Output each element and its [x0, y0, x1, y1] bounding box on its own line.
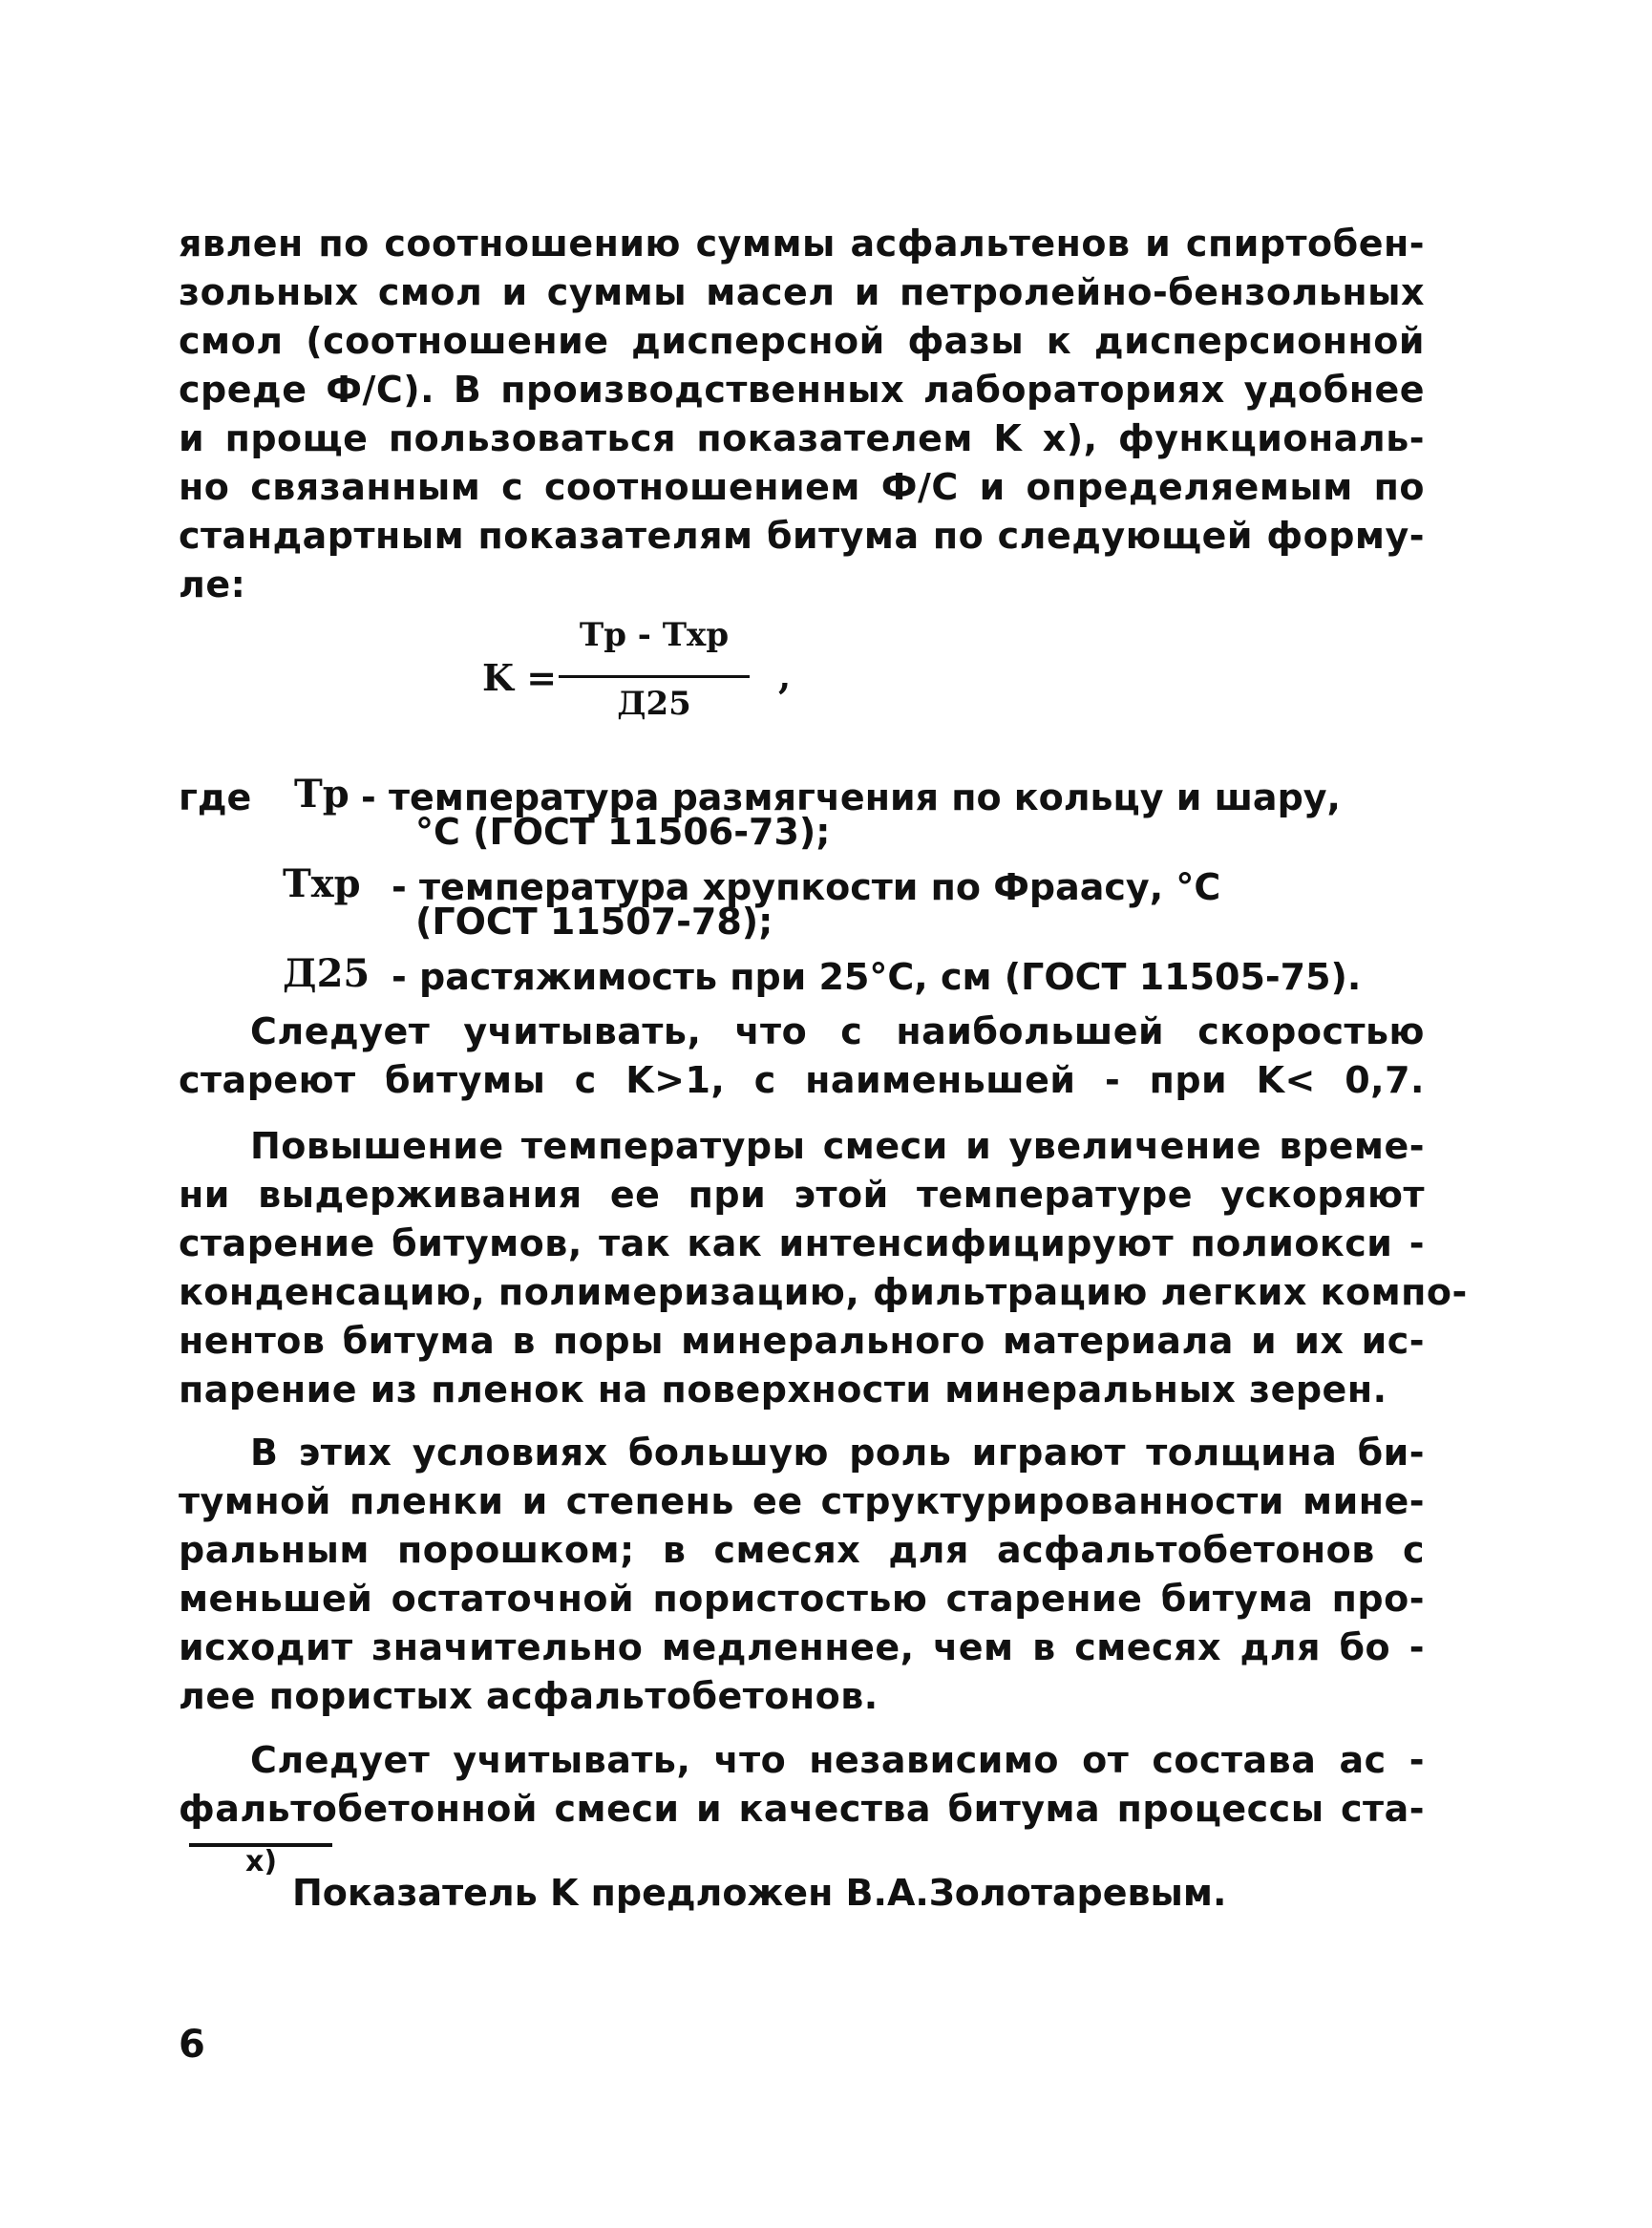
- text-line: явлен по соотношению суммы асфальтенов и спиртобен-: [179, 223, 1425, 265]
- text-line: лее пористых асфальтобетонов.: [179, 1675, 879, 1717]
- legend-intro: где: [179, 776, 252, 818]
- legend-symbol: Tхр: [283, 861, 361, 906]
- text-line: конденсацию, полимеризацию, фильтрацию легких компо-: [179, 1271, 1468, 1313]
- footnote-text: Показатель K предложен В.А.Золотаревым.: [292, 1872, 1227, 1914]
- text-line: тумной пленки и степень ее структурированности мине-: [179, 1480, 1425, 1522]
- text-line: среде Ф/С). В производственных лабораториях удобнее: [179, 369, 1425, 411]
- page-number: 6: [179, 2023, 205, 2067]
- text-line: и проще пользоваться показателем K x), функциональ-: [179, 417, 1425, 459]
- footnote: [245, 1845, 1227, 1914]
- text-line: В этих условиях большую роль играют толщина би-: [250, 1432, 1425, 1474]
- legend-text: - температура размягчения по кольцу и шару,: [361, 776, 1341, 818]
- legend-text: - растяжимость при 25°С, см (ГОСТ 11505-75).: [392, 956, 1362, 998]
- text-line: исходит значительно медленнее, чем в смесях для бо -: [179, 1626, 1425, 1668]
- text-line: Следует учитывать, что с наибольшей скоростью: [250, 1010, 1425, 1052]
- text-line: ле:: [179, 563, 246, 605]
- legend-text: - температура хрупкости по Фраасу, °С: [392, 866, 1221, 908]
- legend-text: °С (ГОСТ 11506-73);: [415, 811, 831, 853]
- footnote-mark: x): [245, 1845, 278, 1878]
- text-line: Следует учитывать, что независимо от состава ас -: [250, 1739, 1425, 1781]
- text-line: ральным порошком; в смесях для асфальтобетонов с: [179, 1529, 1425, 1571]
- text-line: но связанным с соотношением Ф/С и определяемым по: [179, 466, 1425, 508]
- text-line: стареют битумы с K>1, с наименьшей - при K< 0,7.: [179, 1059, 1425, 1101]
- text-line: нентов битума в поры минерального материала и их ис-: [179, 1320, 1425, 1362]
- text-line: парение из пленок на поверхности минеральных зерен.: [179, 1369, 1387, 1411]
- text-line: смол (соотношение дисперсной фазы к дисперсионной: [179, 320, 1425, 362]
- fraction-bar: [559, 675, 750, 678]
- legend-symbol: Д25: [283, 951, 371, 996]
- text-line: Повышение температуры смеси и увеличение време-: [250, 1125, 1425, 1167]
- text-line: старение битумов, так как интенсифицируют полиокси -: [179, 1222, 1425, 1264]
- formula-lhs: K =: [482, 656, 558, 699]
- formula: [482, 616, 883, 740]
- formula-denominator: Д25: [617, 685, 691, 723]
- text-line: фальтобетонной смеси и качества битума процессы ста-: [179, 1788, 1425, 1830]
- text-line: зольных смол и суммы масел и петролейно-бензольных: [179, 271, 1425, 313]
- formula-numerator: Tр - Tхр: [579, 616, 730, 654]
- legend-symbol: Tр: [294, 772, 349, 817]
- text-line: ни выдерживания ее при этой температуре ускоряют: [179, 1174, 1425, 1216]
- formula-comma: ,: [778, 654, 792, 697]
- text-line: стандартным показателям битума по следующей форму-: [179, 515, 1425, 557]
- legend-text: (ГОСТ 11507-78);: [415, 901, 773, 943]
- text-line: меньшей остаточной пористостью старение битума про-: [179, 1578, 1425, 1620]
